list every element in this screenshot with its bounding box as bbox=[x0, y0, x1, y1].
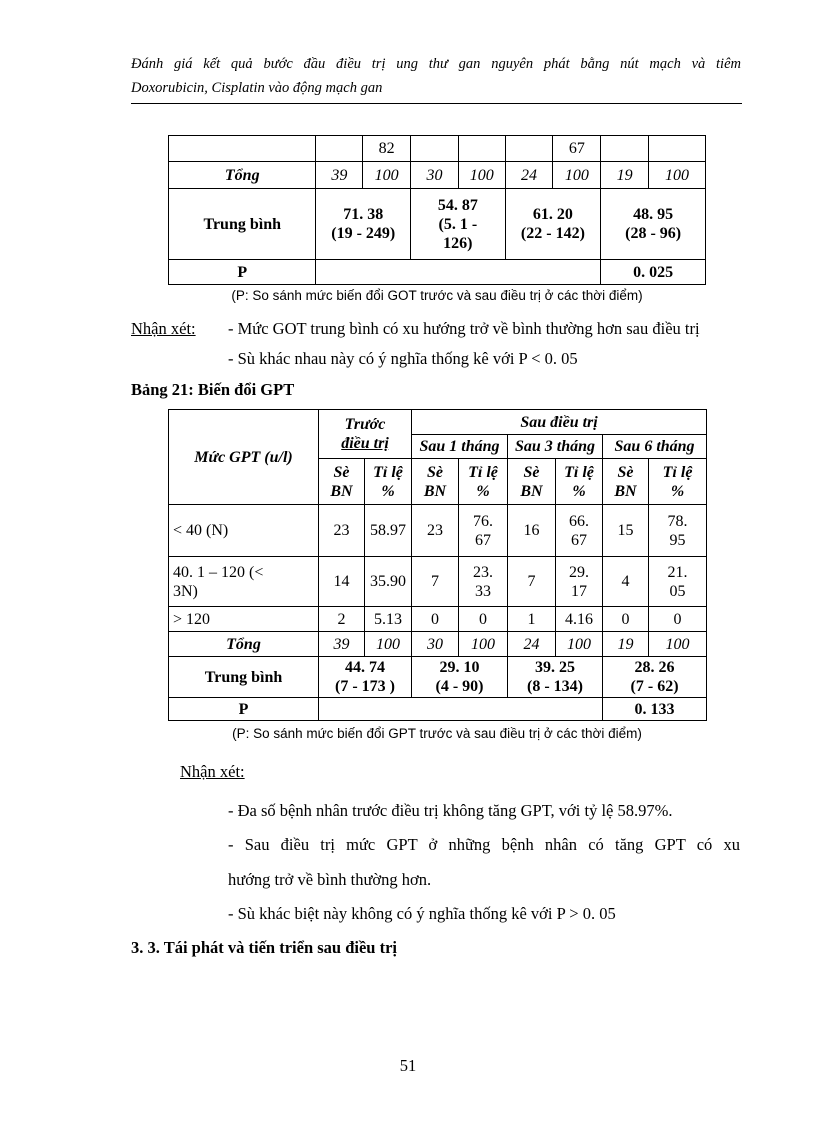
table-cell bbox=[411, 136, 459, 162]
data-row bbox=[169, 557, 707, 607]
mean-cell bbox=[316, 189, 411, 260]
table-cell: 100 bbox=[553, 162, 601, 189]
p-label: P bbox=[169, 698, 319, 721]
row-label: 40. 1 – 120 (< 3N) bbox=[169, 557, 319, 607]
table-cell: 29. 17 bbox=[556, 557, 603, 607]
total-row bbox=[169, 632, 707, 657]
subheader-line: Sè bbox=[523, 463, 540, 481]
subheader-line: Tỉ lệ bbox=[468, 463, 498, 481]
table-cell: 23 bbox=[319, 505, 365, 557]
subheader-line: Tỉ lệ bbox=[564, 463, 594, 481]
table-cell: 100 bbox=[649, 632, 707, 657]
pct-header bbox=[459, 459, 508, 505]
mean-range: (4 - 90) bbox=[435, 678, 484, 695]
remark-label-text: Nhận xét: bbox=[131, 319, 196, 338]
mean-row bbox=[169, 657, 707, 698]
table-cell: 82 bbox=[363, 136, 411, 162]
corner-header: Mức GPT (u/l) bbox=[169, 410, 319, 505]
count-header bbox=[319, 459, 365, 505]
remark-line: - Sù khác nhau này có ý nghĩa thống kê với P < 0. 05 bbox=[228, 349, 578, 368]
table-cell: 15 bbox=[603, 505, 649, 557]
subheader-line: BN bbox=[520, 482, 543, 500]
header-row bbox=[169, 410, 707, 435]
remark-line: - Mức GOT trung bình có xu hướng trở về bình thường hơn sau điều trị bbox=[228, 319, 700, 338]
subheader-line: Tỉ lệ bbox=[373, 463, 403, 481]
table-cell: 23 bbox=[412, 505, 459, 557]
subheader-line: BN bbox=[330, 482, 353, 500]
before-header bbox=[319, 410, 412, 459]
caption-gpt: (P: So sánh mức biến đổi GPT trước và sau điều trị ở các thời điểm) bbox=[232, 726, 642, 741]
period-header: Sau 3 tháng bbox=[508, 435, 603, 459]
table-cell: 30 bbox=[411, 162, 459, 189]
p-value: 0. 025 bbox=[601, 260, 706, 285]
table-cell: 78. 95 bbox=[649, 505, 707, 557]
pct-header bbox=[649, 459, 707, 505]
table-cell: 66. 67 bbox=[556, 505, 603, 557]
mean-value: 29. 10 bbox=[439, 659, 480, 676]
row-label: > 120 bbox=[169, 607, 319, 632]
table-cell: 19 bbox=[601, 162, 649, 189]
table-cell: 100 bbox=[458, 162, 505, 189]
subheader-line: Sè bbox=[427, 463, 443, 481]
table-cell: 2 bbox=[319, 607, 365, 632]
mean-value: 71. 38 bbox=[343, 206, 384, 223]
table-cell: 67 bbox=[553, 136, 601, 162]
table-cell: 30 bbox=[412, 632, 459, 657]
mean-label: Trung bình bbox=[169, 189, 316, 260]
count-header bbox=[603, 459, 649, 505]
header-rule bbox=[131, 103, 742, 104]
pct-header bbox=[365, 459, 412, 505]
subheader-line: % bbox=[670, 482, 685, 500]
table-cell: 24 bbox=[508, 632, 556, 657]
table-cell: 7 bbox=[412, 557, 459, 607]
mean-value: 54. 87 bbox=[437, 196, 478, 214]
remark-label bbox=[180, 762, 245, 782]
mean-range: (5. 1 - bbox=[438, 215, 478, 233]
remark-label bbox=[131, 319, 196, 339]
remark-line: - Sau điều trị mức GPT ở những bệnh nhân có tăng GPT có xu bbox=[228, 835, 740, 854]
table-cell: 35.90 bbox=[365, 557, 412, 607]
mean-cell bbox=[508, 657, 603, 698]
mean-value: 44. 74 bbox=[345, 659, 385, 676]
count-header bbox=[508, 459, 556, 505]
caption-got: (P: So sánh mức biến đổi GOT trước và sau điều trị ở các thời điểm) bbox=[231, 288, 643, 303]
table-title: Bảng 21: Biến đổi GPT bbox=[131, 380, 295, 399]
remark-line: - Sù khác biệt này không có ý nghĩa thống kê với P > 0. 05 bbox=[228, 904, 616, 923]
period-header: Sau 1 tháng bbox=[412, 435, 508, 459]
table-cell: 0 bbox=[412, 607, 459, 632]
gpt-table bbox=[168, 409, 707, 721]
mean-cell bbox=[412, 657, 508, 698]
table-cell: 100 bbox=[365, 632, 412, 657]
remark-label-text: Nhận xét: bbox=[180, 762, 245, 781]
page-number: 51 bbox=[399, 1056, 417, 1075]
mean-label: Trung bình bbox=[169, 657, 319, 698]
p-row bbox=[169, 698, 707, 721]
mean-cell bbox=[505, 189, 601, 260]
mean-cell bbox=[601, 189, 706, 260]
table-cell bbox=[316, 260, 601, 285]
mean-range: (19 - 249) bbox=[331, 225, 396, 242]
table-cell bbox=[505, 136, 553, 162]
table-cell: 100 bbox=[649, 162, 706, 189]
subheader-line: % bbox=[381, 482, 395, 500]
mean-cell bbox=[411, 189, 506, 260]
p-label: P bbox=[169, 260, 316, 285]
mean-value: 48. 95 bbox=[633, 206, 674, 223]
table-cell bbox=[319, 698, 603, 721]
subheader-line: Sè bbox=[333, 463, 350, 481]
after-header: Sau điều trị bbox=[412, 410, 707, 435]
mean-cell bbox=[603, 657, 707, 698]
table-cell bbox=[169, 136, 316, 162]
table-cell: 23. 33 bbox=[459, 557, 508, 607]
subheader-line: % bbox=[572, 482, 586, 500]
period-header: Sau 6 tháng bbox=[603, 435, 707, 459]
table-cell bbox=[316, 136, 363, 162]
table-cell: 7 bbox=[508, 557, 556, 607]
subheader-line: BN bbox=[423, 482, 447, 500]
table-cell: 100 bbox=[556, 632, 603, 657]
mean-range: (7 - 62) bbox=[630, 678, 679, 695]
mean-range: 126) bbox=[443, 234, 473, 252]
table-cell: 100 bbox=[363, 162, 411, 189]
mean-range: (28 - 96) bbox=[625, 225, 682, 242]
table-cell: 1 bbox=[508, 607, 556, 632]
section-title: 3. 3. Tái phát và tiến triển sau điều trị bbox=[131, 938, 398, 957]
subheader-line: Tỉ lệ bbox=[662, 463, 693, 481]
mean-row bbox=[169, 189, 706, 260]
table-cell: 4 bbox=[603, 557, 649, 607]
table-cell bbox=[458, 136, 505, 162]
mean-value: 39. 25 bbox=[535, 659, 575, 676]
data-row bbox=[169, 505, 707, 557]
table-cell: 58.97 bbox=[365, 505, 412, 557]
table-cell: 21. 05 bbox=[649, 557, 707, 607]
table-row bbox=[169, 136, 706, 162]
p-value: 0. 133 bbox=[603, 698, 707, 721]
total-label: Tổng bbox=[169, 632, 319, 657]
table-cell bbox=[601, 136, 649, 162]
mean-value: 28. 26 bbox=[634, 659, 675, 676]
table-cell: 100 bbox=[459, 632, 508, 657]
subheader-line: Sè bbox=[617, 463, 634, 481]
total-label: Tổng bbox=[169, 162, 316, 189]
table-cell: 76. 67 bbox=[459, 505, 508, 557]
table-cell bbox=[649, 136, 706, 162]
before-header-line: Trước bbox=[344, 416, 386, 433]
total-row bbox=[169, 162, 706, 189]
subheader-line: % bbox=[476, 482, 490, 500]
before-header-line: điều trị bbox=[341, 435, 389, 452]
table-cell: 14 bbox=[319, 557, 365, 607]
got-table-continuation bbox=[168, 135, 706, 285]
running-header-line-2: Doxorubicin, Cisplatin vào động mạch gan bbox=[131, 80, 383, 96]
mean-cell bbox=[319, 657, 412, 698]
pct-header bbox=[556, 459, 603, 505]
remark-line: hướng trở về bình thường hơn. bbox=[228, 870, 432, 889]
table-cell: 0 bbox=[649, 607, 707, 632]
subheader-line: BN bbox=[614, 482, 637, 500]
row-label: < 40 (N) bbox=[169, 505, 319, 557]
table-cell: 16 bbox=[508, 505, 556, 557]
remark-line: - Đa số bệnh nhân trước điều trị không tăng GPT, với tỷ lệ 58.97%. bbox=[228, 801, 673, 820]
table-cell: 5.13 bbox=[365, 607, 412, 632]
table-cell: 39 bbox=[316, 162, 363, 189]
table-cell: 19 bbox=[603, 632, 649, 657]
mean-range: (8 - 134) bbox=[527, 678, 583, 695]
mean-range: (7 - 173 ) bbox=[335, 678, 395, 695]
mean-range: (22 - 142) bbox=[520, 225, 585, 242]
table-cell: 39 bbox=[319, 632, 365, 657]
data-row bbox=[169, 607, 707, 632]
table-cell: 0 bbox=[603, 607, 649, 632]
p-row bbox=[169, 260, 706, 285]
mean-value: 61. 20 bbox=[532, 206, 573, 223]
running-header-line-1: Đánh giá kết quả bước đầu điều trị ung thư gan nguyên phát bằng nút mạch và tiêm bbox=[131, 56, 741, 72]
table-cell: 4.16 bbox=[556, 607, 603, 632]
count-header bbox=[412, 459, 459, 505]
table-cell: 24 bbox=[505, 162, 553, 189]
table-cell: 0 bbox=[459, 607, 508, 632]
